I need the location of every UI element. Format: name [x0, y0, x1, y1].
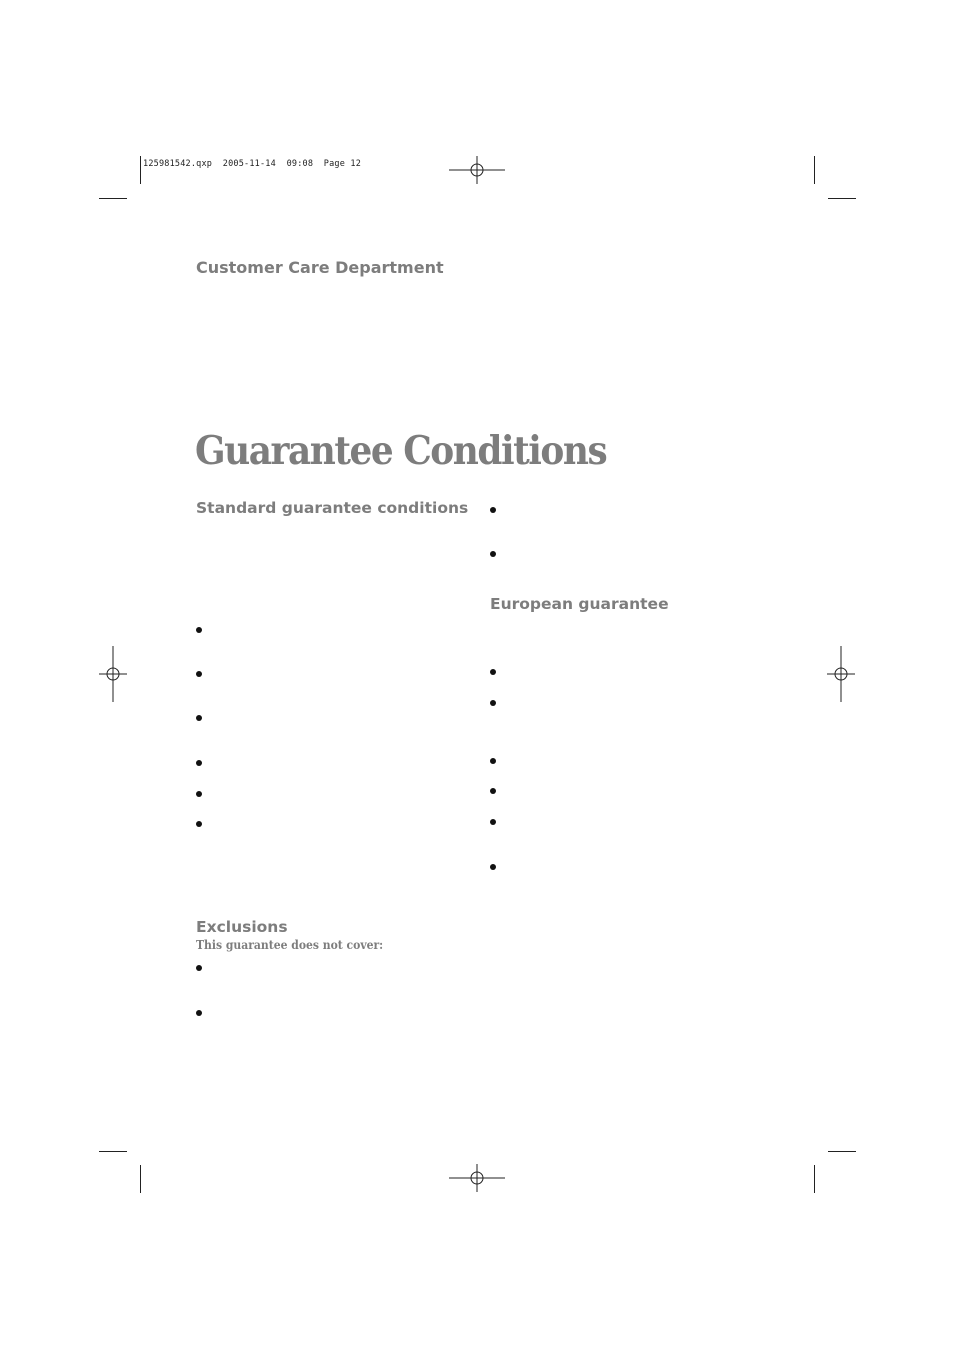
registration-mark-left-icon [85, 646, 141, 702]
standard-guarantee-heading: Standard guarantee conditions [196, 499, 469, 517]
european-bullet [490, 819, 496, 825]
european-bullet [490, 669, 496, 675]
european-bullet [490, 864, 496, 870]
exclusions-heading: Exclusions [196, 918, 288, 936]
crop-mark-tr-v [814, 156, 815, 184]
european-guarantee-heading: European guarantee [490, 595, 669, 613]
print-slug: 125981542.qxp 2005-11-14 09:08 Page 12 [143, 159, 362, 169]
crop-mark-bl-v [140, 1165, 141, 1193]
page-title: Guarantee Conditions [195, 428, 607, 474]
european-bullet [490, 700, 496, 706]
exclusions-bullet [196, 965, 202, 971]
crop-mark-br-v [814, 1165, 815, 1193]
standard-bullet [196, 760, 202, 766]
crop-mark-bl-h [99, 1151, 127, 1152]
right-column-bullet [490, 551, 496, 557]
standard-bullet [196, 627, 202, 633]
crop-mark-tr-h [828, 198, 856, 199]
standard-bullet [196, 671, 202, 677]
exclusions-subtitle: This guarantee does not cover: [196, 938, 384, 952]
crop-mark-tl-h [99, 198, 127, 199]
crop-mark-tl-v [140, 156, 141, 184]
registration-mark-top-icon [449, 142, 505, 198]
standard-bullet [196, 791, 202, 797]
standard-bullet [196, 821, 202, 827]
european-bullet [490, 758, 496, 764]
registration-mark-bottom-icon [449, 1150, 505, 1206]
registration-mark-right-icon [813, 646, 869, 702]
right-column-bullet [490, 507, 496, 513]
exclusions-bullet [196, 1010, 202, 1016]
department-heading: Customer Care Department [196, 258, 444, 277]
european-bullet [490, 788, 496, 794]
crop-mark-br-h [828, 1151, 856, 1152]
standard-bullet [196, 715, 202, 721]
